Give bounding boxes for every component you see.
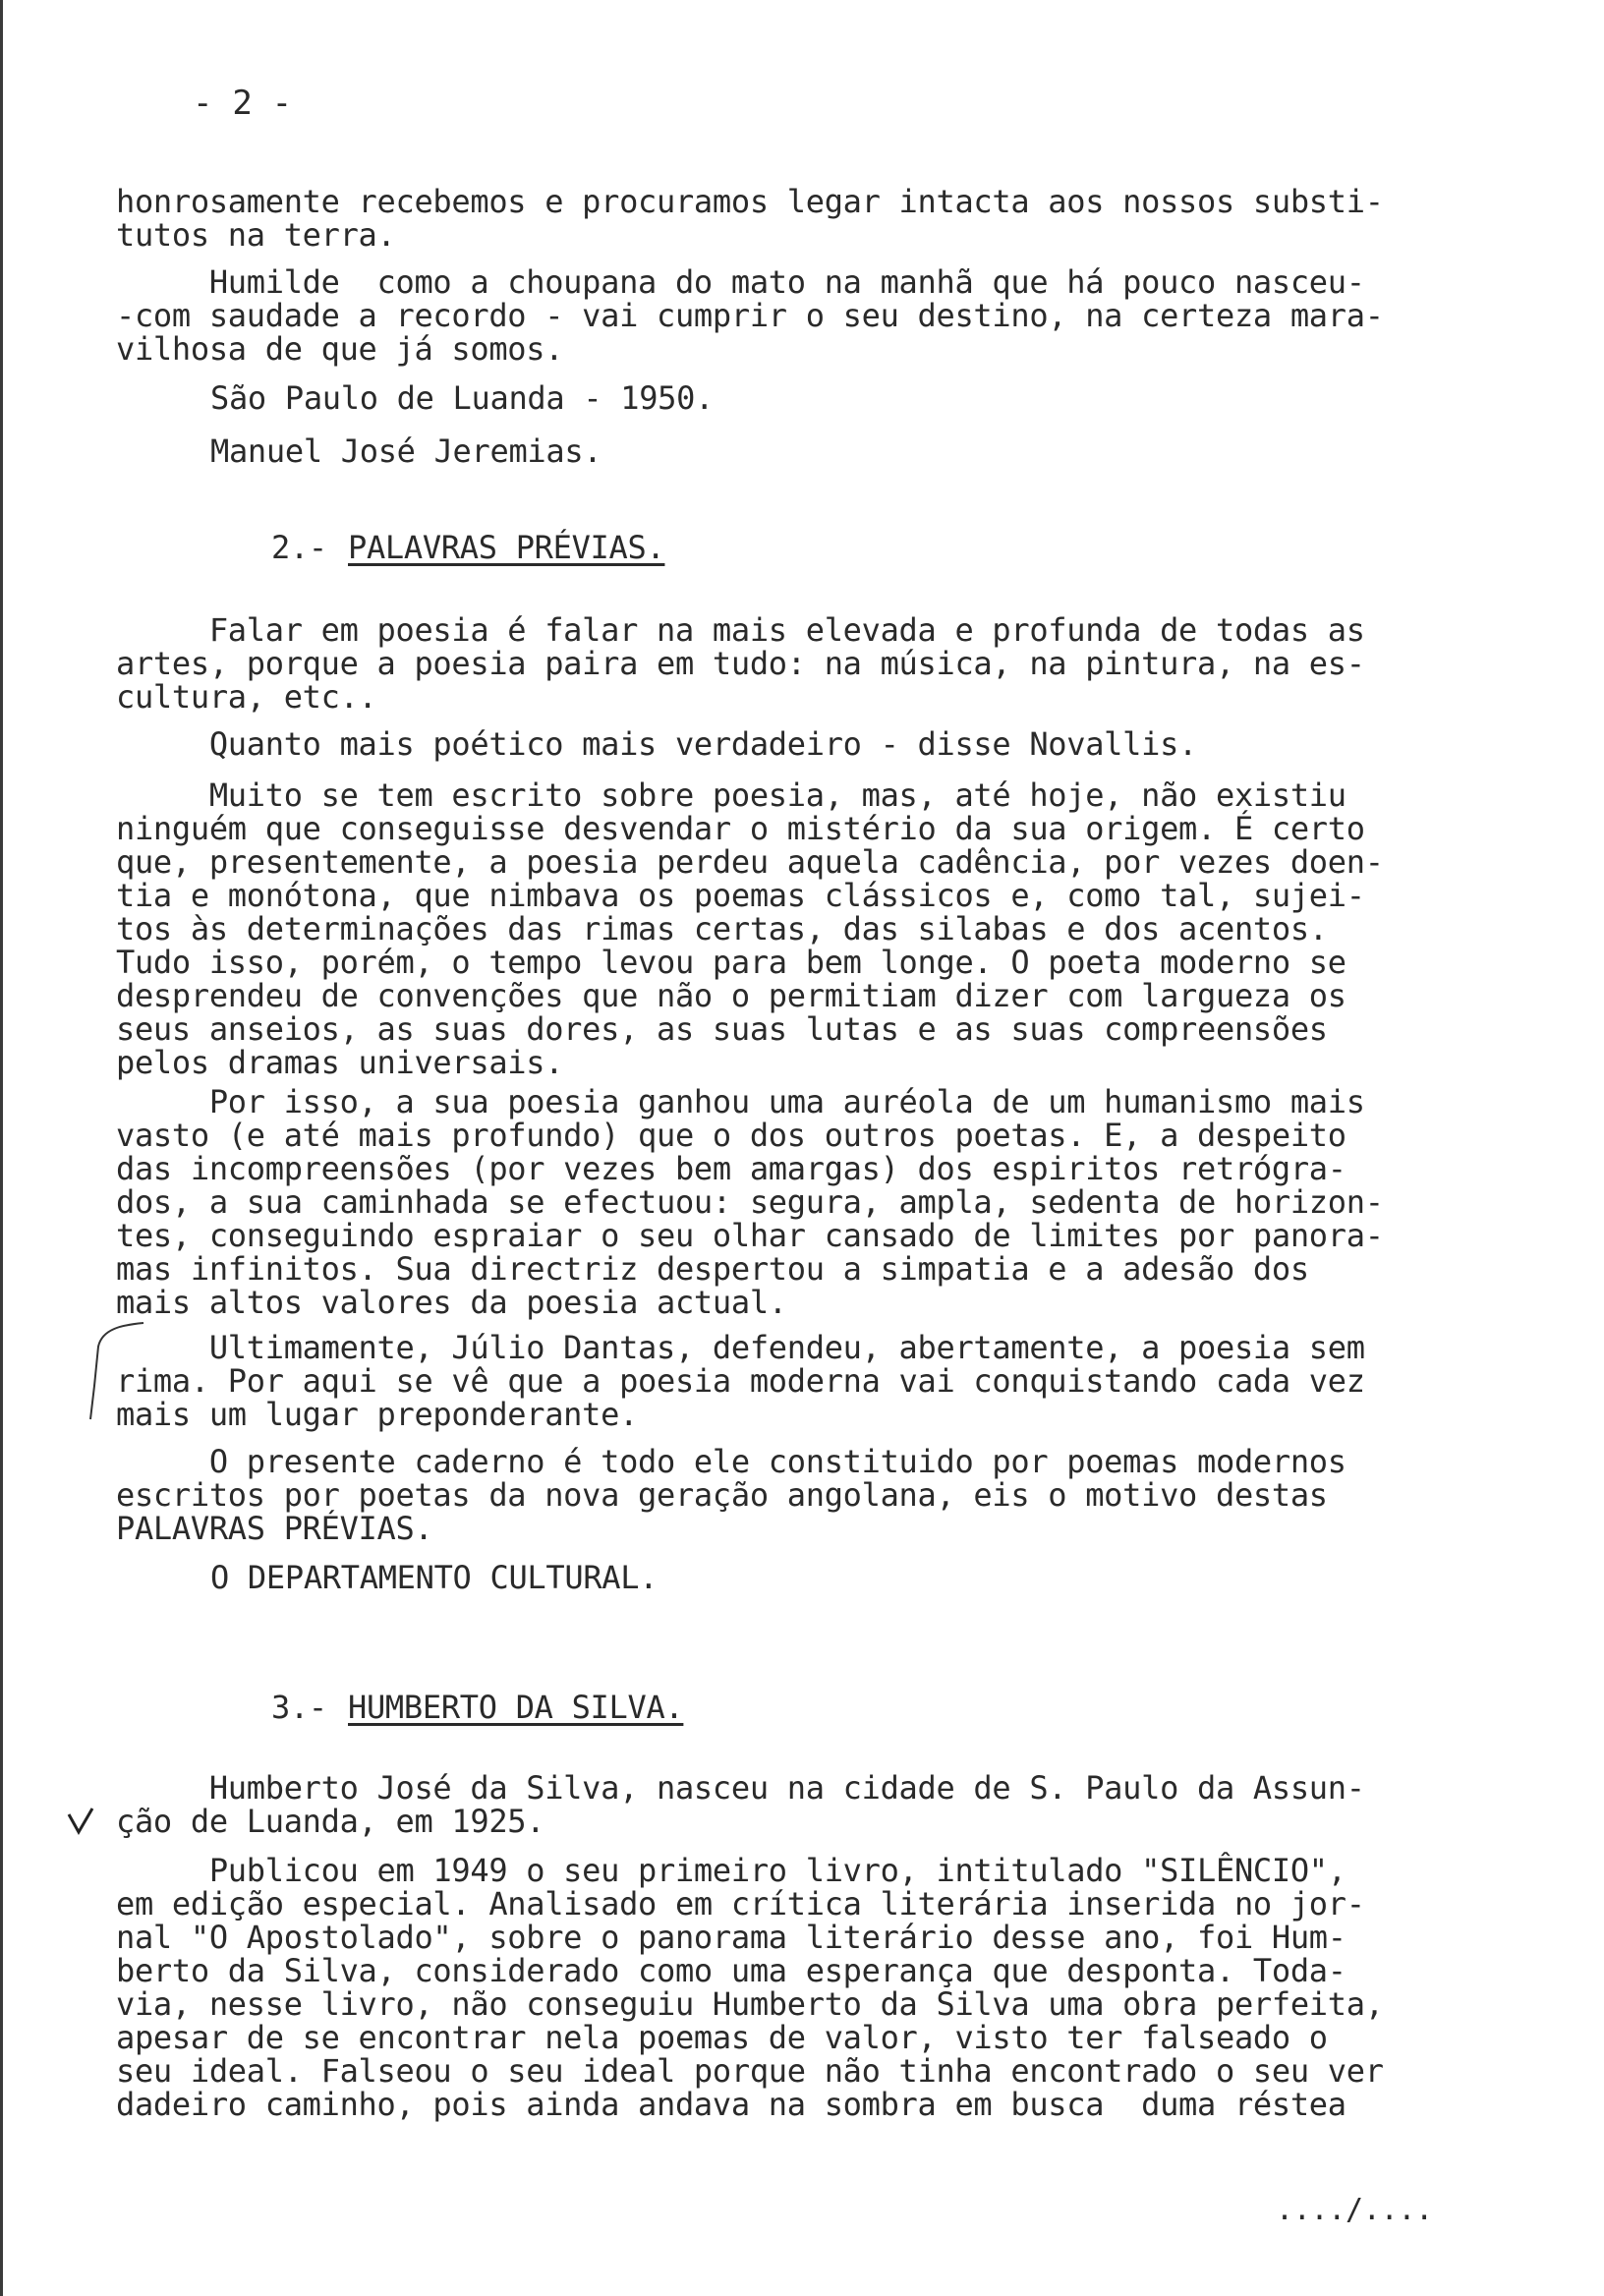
author-signature: Manuel José Jeremias. — [210, 432, 602, 470]
text-line: -com saudade a recordo - vai cumprir o seu destino, na certeza mara- — [116, 297, 1384, 334]
text-line: seus anseios, as suas dores, as suas lutas e as suas compreensões — [116, 1010, 1328, 1048]
text-line: nal "O Apostolado", sobre o panorama literário desse ano, foi Hum- — [116, 1919, 1346, 1956]
text-line: Humberto José da Silva, nasceu na cidade de S. Paulo da Assun- — [116, 1769, 1365, 1807]
text-line: mas infinitos. Sua directriz despertou a simpatia e a adesão dos — [116, 1250, 1309, 1288]
text-line: tos às determinações das rimas certas, das silabas e dos acentos. — [116, 910, 1328, 947]
margin-bracket-mark — [85, 1317, 153, 1425]
text-line: O presente caderno é todo ele constituido por poemas modernos — [116, 1443, 1346, 1480]
text-line: Tudo isso, porém, o tempo levou para bem longe. O poeta moderno se — [116, 944, 1346, 981]
text-line: escritos por poetas da nova geração angolana, eis o motivo destas — [116, 1476, 1328, 1514]
text-line: ninguém que conseguisse desvendar o mistério da sua origem. É certo — [116, 810, 1365, 847]
text-line: Por isso, a sua poesia ganhou uma auréola de um humanismo mais — [116, 1083, 1365, 1120]
text-line: em edição especial. Analisado em crítica literária inserida no jor- — [116, 1885, 1365, 1923]
text-line: Publicou em 1949 o seu primeiro livro, intitulado "SILÊNCIO", — [116, 1852, 1346, 1889]
text-line: vilhosa de que já somos. — [116, 330, 564, 368]
text-line: tutos na terra. — [116, 216, 396, 254]
text-line: artes, porque a poesia paira em tudo: na música, na pintura, na es- — [116, 645, 1365, 682]
text-line: tia e monótona, que nimbava os poemas clássicos e, como tal, sujei- — [116, 877, 1365, 914]
text-line: vasto (e até mais profundo) que o dos outros poetas. E, a despeito — [116, 1117, 1346, 1154]
section-heading: HUMBERTO DA SILVA. — [348, 1689, 684, 1726]
text-line: via, nesse livro, não conseguiu Humberto da Silva uma obra perfeita, — [116, 1985, 1384, 2023]
text-line: desprendeu de convenções que não o permitiam dizer com largueza os — [116, 977, 1346, 1014]
page-left-edge — [0, 0, 3, 2296]
text-line: Humilde como a choupana do mato na manhã que há pouco nasceu- — [116, 263, 1365, 301]
text-line: mais altos valores da poesia actual. — [116, 1284, 787, 1321]
text-line: que, presentemente, a poesia perdeu aquela cadência, por vezes doen- — [116, 843, 1384, 881]
page-number: - 2 - — [193, 84, 292, 123]
place-date: São Paulo de Luanda - 1950. — [210, 379, 715, 417]
text-line: rima. Por aqui se vê que a poesia moderna vai conquistando cada vez — [116, 1362, 1365, 1400]
section-heading: PALAVRAS PRÉVIAS. — [348, 529, 665, 566]
text-line: Falar em poesia é falar na mais elevada e profunda de todas as — [116, 611, 1365, 649]
department-signature: O DEPARTAMENTO CULTURAL. — [210, 1559, 659, 1596]
continuation-mark: ..../.... — [1276, 2193, 1433, 2227]
text-line: seu ideal. Falseou o seu ideal porque não tinha encontrado o seu ver — [116, 2052, 1384, 2090]
text-line: Muito se tem escrito sobre poesia, mas, até hoje, não existiu — [116, 776, 1346, 814]
text-line: PALAVRAS PRÉVIAS. — [116, 1510, 433, 1547]
text-line: honrosamente recebemos e procuramos legar intacta aos nossos substi- — [116, 183, 1384, 220]
text-line: das incompreensões (por vezes bem amargas) dos espiritos retrógra- — [116, 1150, 1346, 1187]
text-line: dadeiro caminho, pois ainda andava na sombra em busca duma réstea — [116, 2086, 1346, 2123]
text-line: cultura, etc.. — [116, 678, 377, 716]
text-line: pelos dramas universais. — [116, 1044, 564, 1081]
section-number: 3.- — [271, 1689, 327, 1726]
text-line: Ultimamente, Júlio Dantas, defendeu, abertamente, a poesia sem — [116, 1329, 1365, 1366]
text-line: berto da Silva, considerado como uma esperança que desponta. Toda- — [116, 1952, 1346, 1989]
text-line: ção de Luanda, em 1925. — [116, 1803, 545, 1840]
text-line: apesar de se encontrar nela poemas de valor, visto ter falseado o — [116, 2019, 1328, 2056]
margin-check-mark — [65, 1805, 98, 1838]
text-line: dos, a sua caminhada se efectuou: segura, ampla, sedenta de horizon- — [116, 1183, 1384, 1221]
text-line: tes, conseguindo espraiar o seu olhar cansado de limites por panora- — [116, 1217, 1384, 1254]
section-number: 2.- — [271, 529, 327, 566]
text-line: Quanto mais poético mais verdadeiro - disse Novallis. — [116, 725, 1198, 763]
text-line: mais um lugar preponderante. — [116, 1396, 639, 1433]
